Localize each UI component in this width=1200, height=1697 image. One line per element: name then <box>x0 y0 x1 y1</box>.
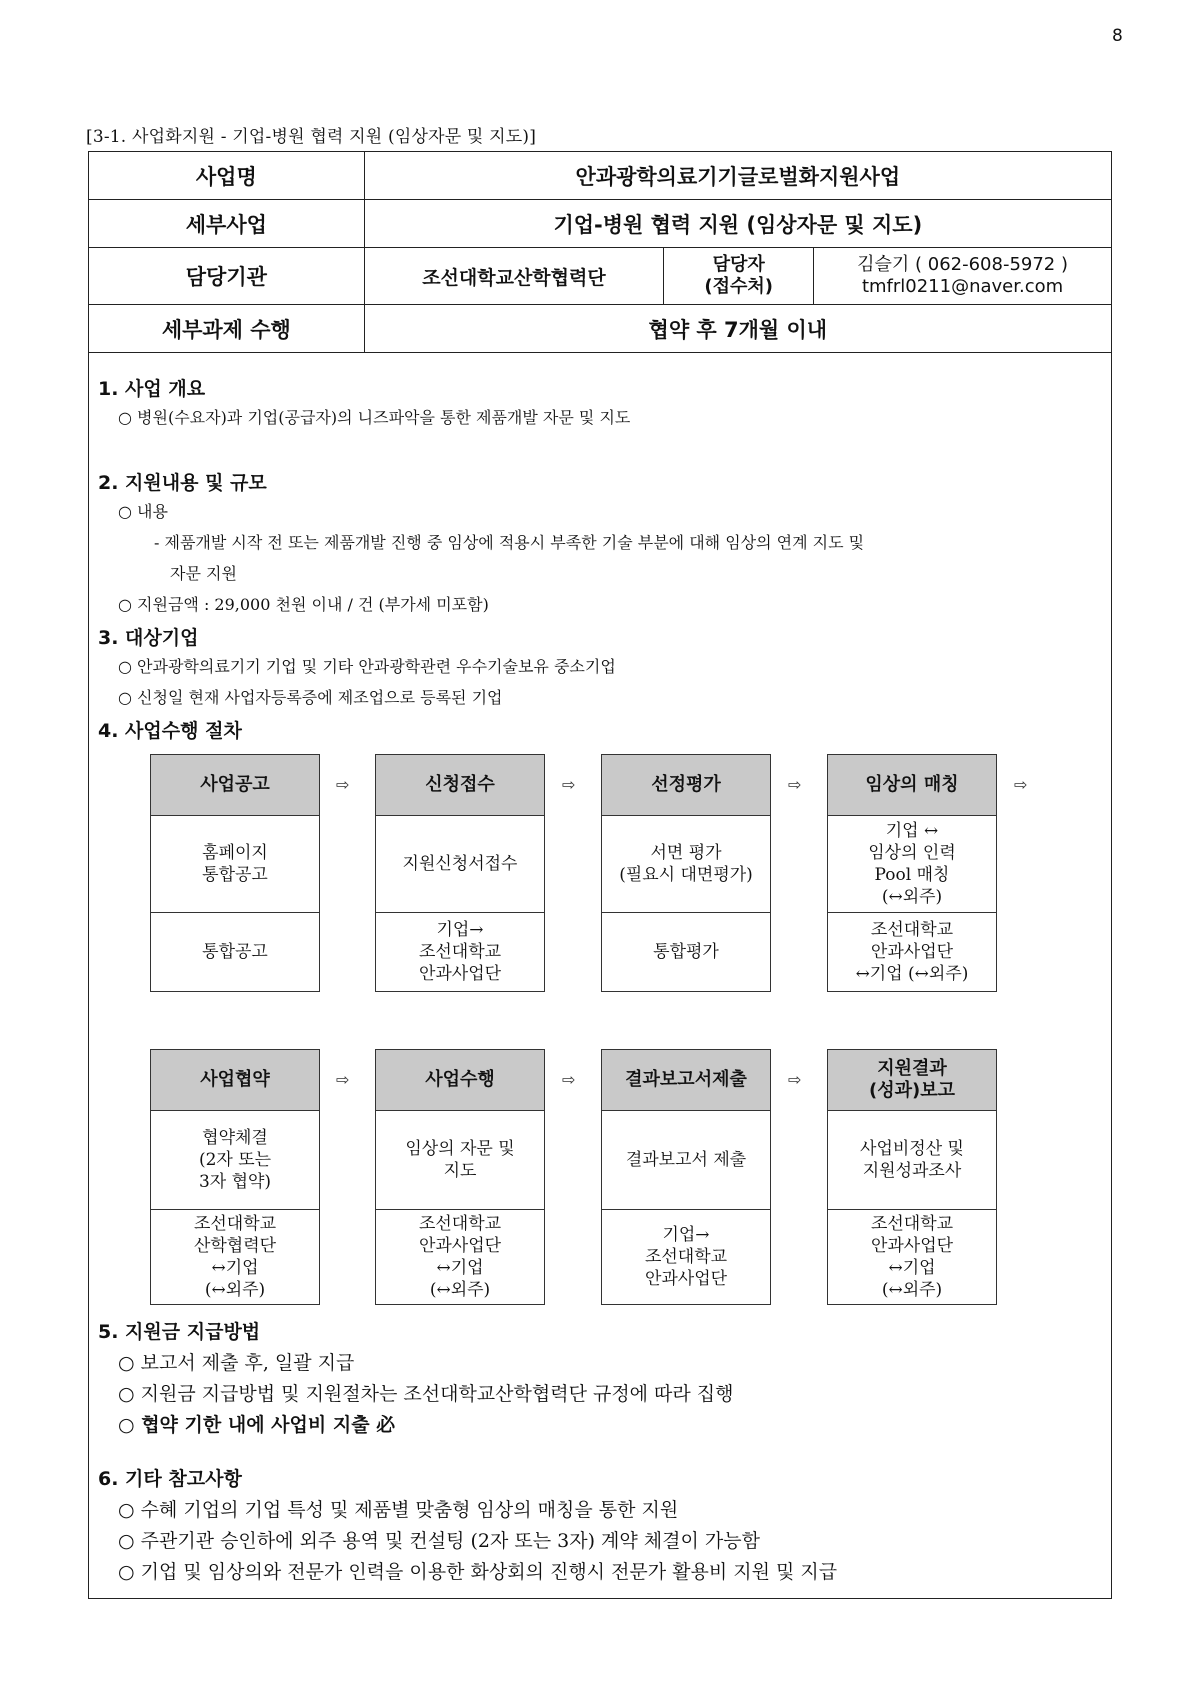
flow-step-evaluation <box>601 754 771 992</box>
flow-text: 안과사업단 <box>870 942 954 962</box>
flow-step-title: 임상의 매칭 <box>828 755 996 816</box>
section-2-item-1: ○ 내용 <box>118 502 168 521</box>
flow-text: 조선대학교 <box>644 1247 728 1267</box>
flow-step-owner <box>602 1210 770 1304</box>
flow-text: 지원성과조사 <box>862 1161 962 1181</box>
flow-step-detail <box>602 816 770 913</box>
flow-text: 산학협력단 <box>193 1236 277 1256</box>
section-2-sub-1b: 자문 지원 <box>170 564 237 583</box>
flow-arrow-icon: ⇨ <box>562 1070 576 1089</box>
flow-arrow-icon: ⇨ <box>336 1070 350 1089</box>
section-6-item-1: ○ 수혜 기업의 기업 특성 및 제품별 맞춤형 임상의 매칭을 통한 지원 <box>118 1499 679 1521</box>
flow-step-title: 지원결과 (성과)보고 <box>828 1050 996 1111</box>
flow-text: 조선대학교 <box>870 1214 954 1234</box>
table-row <box>89 305 1112 353</box>
flow-text: (↔외주) <box>204 1280 266 1300</box>
section-2-sub-1a: - 제품개발 시작 전 또는 제품개발 진행 중 임상에 적용시 부족한 기술 부분에 대해 임상의 연계 지도 및 <box>154 533 865 552</box>
flow-step-title: 선정평가 <box>602 755 770 816</box>
flow-step-title: 사업수행 <box>376 1050 544 1111</box>
flow-step-title: 결과보고서제출 <box>602 1050 770 1111</box>
flow-step-detail <box>828 1111 996 1210</box>
flow-text: 임상의 자문 및 <box>405 1139 515 1159</box>
flow-text: 기업→ <box>436 920 484 940</box>
flow-arrow-icon: ⇨ <box>1014 775 1028 794</box>
flow-text: (↔외주) <box>881 1280 943 1300</box>
section-3-item-2: ○ 신청일 현재 사업자등록증에 제조업으로 등록된 기업 <box>118 688 503 707</box>
task-label: 세부과제 수행 <box>89 305 365 353</box>
project-name-value: 안과광학의료기기글로벌화지원사업 <box>364 152 1111 200</box>
flow-text: 조선대학교 <box>870 920 954 940</box>
manager-contact <box>814 248 1112 305</box>
flow-step-title: 사업공고 <box>151 755 319 816</box>
flow-step-detail <box>151 816 319 913</box>
flow-text: 안과사업단 <box>418 1236 502 1256</box>
flow-step-detail <box>376 1111 544 1210</box>
flow-step-title: 신청접수 <box>376 755 544 816</box>
project-name-label: 사업명 <box>89 152 365 200</box>
flow-text: 3자 협약) <box>198 1172 272 1192</box>
flow-text: 안과사업단 <box>418 964 502 984</box>
section-5-item-1: ○ 보고서 제출 후, 일괄 지급 <box>118 1352 355 1374</box>
section-5-title: 5. 지원금 지급방법 <box>98 1321 261 1343</box>
flow-text: ↔기업 <box>211 1258 259 1278</box>
flow-step-detail <box>828 816 996 913</box>
section-4-title: 4. 사업수행 절차 <box>98 720 242 742</box>
section-2-item-2: ○ 지원금액 : 29,000 천원 이내 / 건 (부가세 미포함) <box>118 595 489 614</box>
section-6-item-3: ○ 기업 및 임상의와 전문가 인력을 이용한 화상회의 진행시 전문가 활용비 지원 및 지급 <box>118 1561 838 1583</box>
flow-step-clinician-matching <box>827 754 997 992</box>
flow-step-owner <box>376 1210 544 1304</box>
section-5-item-2: ○ 지원금 지급방법 및 지원절차는 조선대학교산학협력단 규정에 따라 집행 <box>118 1383 734 1405</box>
flow-step-detail <box>151 1111 319 1210</box>
flow-text: ↔기업 (↔외주) <box>855 964 969 984</box>
flow-step-detail <box>602 1111 770 1210</box>
manager-phone: 김슬기 ( 062-608-5972 ) <box>857 254 1068 275</box>
manager-label-line-2: (접수처) <box>704 276 773 297</box>
flow-text: 기업 ↔ <box>885 821 939 841</box>
flow-text: 결과보고서 제출 <box>625 1150 747 1170</box>
flow-text: 조선대학교 <box>418 1214 502 1234</box>
agency-label: 담당기관 <box>89 248 365 305</box>
section-2-title: 2. 지원내용 및 규모 <box>98 472 267 494</box>
flow-step-result-report <box>827 1049 997 1305</box>
manager-email: tmfrl0211@naver.com <box>861 276 1064 297</box>
table-row <box>89 200 1112 248</box>
flow-text: 기업→ <box>662 1225 710 1245</box>
flow-text: ↔기업 <box>436 1258 484 1278</box>
flow-text: 임상의 인력 <box>868 843 956 863</box>
manager-label-line-1: 담당자 <box>712 254 765 275</box>
flow-text: (↔외주) <box>881 887 943 907</box>
manager-label <box>664 248 814 305</box>
section-5-item-3: ○ 협약 기한 내에 사업비 지출 必 <box>118 1414 396 1436</box>
flow-text: 안과사업단 <box>870 1236 954 1256</box>
flow-text: 지도 <box>443 1161 477 1181</box>
flow-text: 통합공고 <box>202 865 268 885</box>
flow-text: 통합평가 <box>653 942 719 962</box>
flow-step-owner <box>602 913 770 991</box>
sub-project-label: 세부사업 <box>89 200 365 248</box>
flow-step-report-submission <box>601 1049 771 1305</box>
flow-text: 서면 평가 <box>650 843 722 863</box>
flow-text: 홈페이지 <box>202 843 268 863</box>
flow-step-execution <box>375 1049 545 1305</box>
section-3-item-1: ○ 안과광학의료기기 기업 및 기타 안과광학관련 우수기술보유 중소기업 <box>118 657 616 676</box>
flow-text: 조선대학교 <box>418 942 502 962</box>
flow-step-application <box>375 754 545 992</box>
sub-project-value: 기업-병원 협력 지원 (임상자문 및 지도) <box>364 200 1111 248</box>
flow-step-owner <box>151 1210 319 1304</box>
flow-arrow-icon: ⇨ <box>336 775 350 794</box>
flow-arrow-icon: ⇨ <box>788 775 802 794</box>
section-6-title: 6. 기타 참고사항 <box>98 1468 242 1490</box>
agency-value: 조선대학교산학협력단 <box>364 248 664 305</box>
flow-step-owner <box>828 1210 996 1304</box>
flow-text: (↔외주) <box>429 1280 491 1300</box>
flow-text: 협약체결 <box>202 1128 268 1148</box>
flow-arrow-icon: ⇨ <box>562 775 576 794</box>
flow-text: 지원신청서접수 <box>402 854 518 874</box>
table-row <box>89 152 1112 200</box>
section-3-title: 3. 대상기업 <box>98 627 199 649</box>
table-row <box>89 248 1112 305</box>
flow-step-owner <box>828 913 996 991</box>
flow-text: 안과사업단 <box>644 1269 728 1289</box>
flow-step-announcement <box>150 754 320 992</box>
flow-text: 조선대학교 <box>193 1214 277 1234</box>
flow-text: (필요시 대면평가) <box>619 865 753 885</box>
section-6-item-2: ○ 주관기관 승인하에 외주 용역 및 컨설팅 (2자 또는 3자) 계약 체결이 가능함 <box>118 1530 760 1552</box>
flow-step-agreement <box>150 1049 320 1305</box>
project-info-table <box>88 151 1112 353</box>
page-number: 8 <box>1112 26 1123 46</box>
section-1-item-1: ○ 병원(수요자)과 기업(공급자)의 니즈파악을 통한 제품개발 자문 및 지도 <box>118 408 631 427</box>
flow-arrow-icon: ⇨ <box>788 1070 802 1089</box>
flow-step-detail <box>376 816 544 913</box>
flow-step-owner <box>151 913 319 991</box>
flow-text: ↔기업 <box>888 1258 936 1278</box>
section-label: [3-1. 사업화지원 - 기업-병원 협력 지원 (임상자문 및 지도)] <box>86 127 537 147</box>
flow-step-owner <box>376 913 544 991</box>
flow-text: 사업비정산 및 <box>860 1139 964 1159</box>
section-1-title: 1. 사업 개요 <box>98 378 206 400</box>
flow-text: (2자 또는 <box>198 1150 272 1170</box>
flow-text: Pool 매칭 <box>874 865 950 885</box>
flow-text: 통합공고 <box>202 942 268 962</box>
flow-step-title: 사업협약 <box>151 1050 319 1111</box>
task-value: 협약 후 7개월 이내 <box>364 305 1111 353</box>
